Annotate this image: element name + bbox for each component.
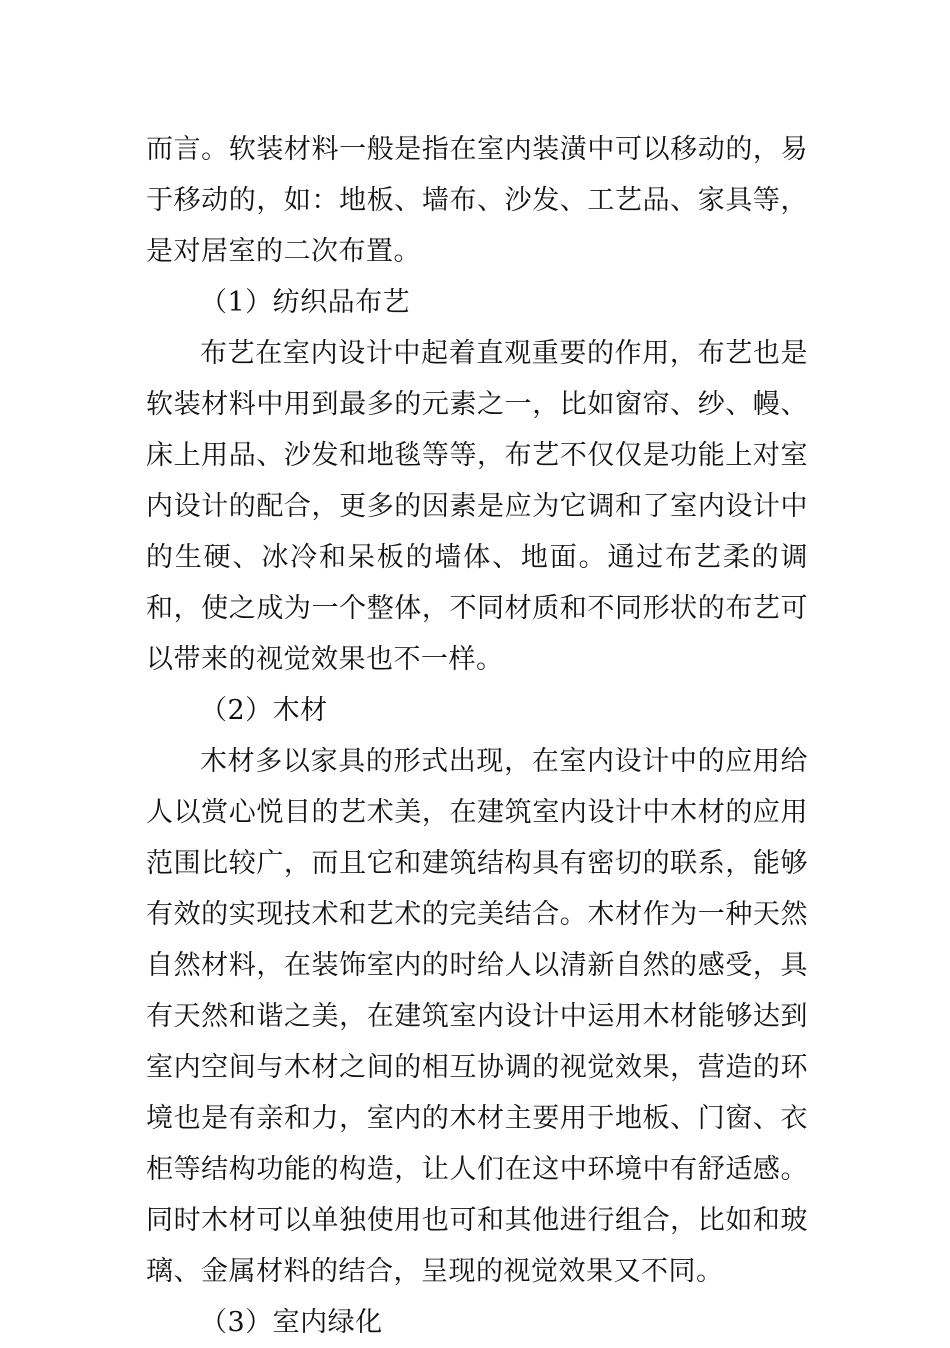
- section-heading-greenery: （3）室内绿化: [200, 1307, 383, 1338]
- paragraph-textiles: 布艺在室内设计中起着直观重要的作用，布艺也是软装材料中用到最多的元素之一，比如窗帘、纱、幔、床上用品、沙发和地毯等等，布艺不仅仅是功能上对室内设计的配合，更多的因素是应为它调和了室内设计中的生硬、冰冷和呆板的墙体、地面。通过布艺柔的调和，使之成为一个整体，不同材质和不同形状的布艺可以带来的视觉效果也不一样。: [146, 338, 808, 675]
- document-body: [146, 124, 808, 1348]
- section-heading-wood: （2）木材: [200, 695, 328, 726]
- paragraph-wood: 木材多以家具的形式出现，在室内设计中的应用给人以赏心悦目的艺术美，在建筑室内设计中木材的应用范围比较广，而且它和建筑结构具有密切的联系，能够有效的实现技术和艺术的完美结合。木材作为一种天然自然材料，在装饰室内的时给人以清新自然的感受，具有天然和谐之美，在建筑室内设计中运用木材能够达到室内空间与木材之间的相互协调的视觉效果，营造的环境也是有亲和力，室内的木材主要用于地板、门窗、衣柜等结构功能的构造，让人们在这中环境中有舒适感。同时木材可以单独使用也可和其他进行组合，比如和玻璃、金属材料的结合，呈现的视觉效果又不同。: [146, 746, 808, 1287]
- paragraph-continuation: 而言。软装材料一般是指在室内装潢中可以移动的，易于移动的，如：地板、墙布、沙发、工艺品、家具等，是对居室的二次布置。: [146, 134, 808, 267]
- section-heading-textiles: （1）纺织品布艺: [200, 287, 411, 318]
